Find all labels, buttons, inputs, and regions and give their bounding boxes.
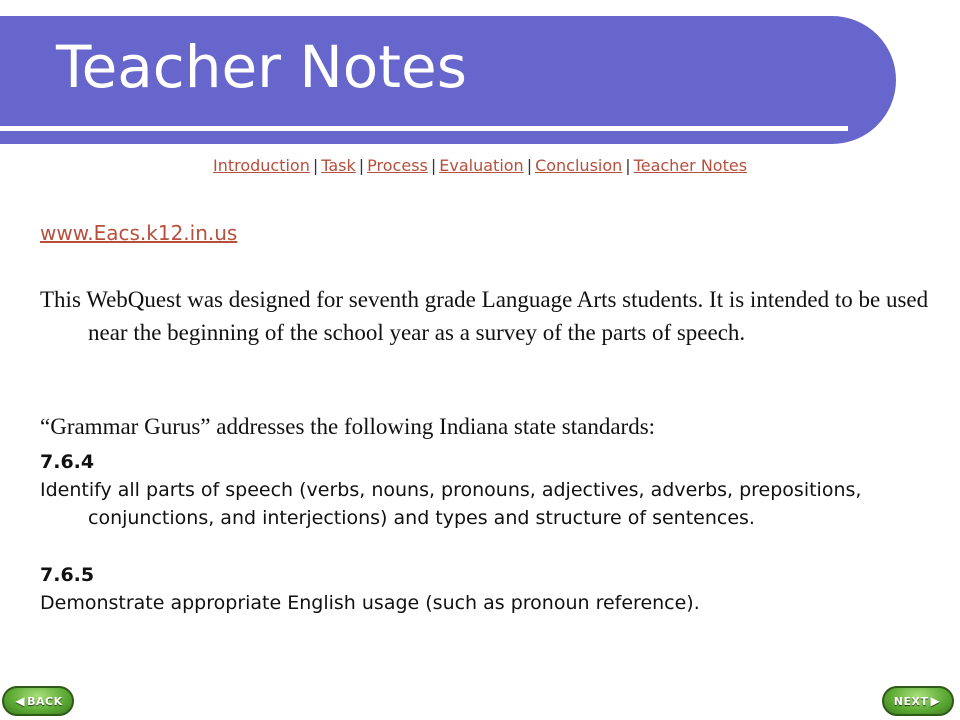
right-arrow-icon: ▶ — [930, 694, 941, 708]
nav-link-conclusion[interactable]: Conclusion — [535, 156, 623, 175]
header-rule — [0, 126, 848, 131]
standard-code: 7.6.4 — [40, 451, 95, 473]
nav-separator: | — [358, 156, 365, 175]
page-title: Teacher Notes — [56, 33, 467, 101]
back-button[interactable] — [2, 686, 74, 716]
website-link[interactable]: www.Eacs.k12.in.us — [40, 221, 238, 245]
nav-link-teacher-notes[interactable]: Teacher Notes — [633, 156, 748, 175]
standard-code: 7.6.5 — [40, 564, 95, 586]
next-button[interactable] — [882, 686, 954, 716]
nav-link-evaluation[interactable]: Evaluation — [439, 156, 524, 175]
next-button-label: NEXT — [893, 694, 929, 708]
nav-link-task[interactable]: Task — [321, 156, 356, 175]
standard-text: Identify all parts of speech (verbs, nouns, pronouns, adjectives, adverbs, prepositions, conjunctions, and interjections) and types and structure of sentences. — [40, 479, 862, 529]
nav-separator: | — [526, 156, 533, 175]
standards-lead: “Grammar Gurus” addresses the following Indiana state standards: — [40, 414, 656, 439]
nav-link-process[interactable]: Process — [367, 156, 428, 175]
nav-separator: | — [312, 156, 319, 175]
standard-text: Demonstrate appropriate English usage (such as pronoun reference). — [40, 592, 700, 614]
nav-separator: | — [430, 156, 437, 175]
back-button-label: BACK — [27, 694, 63, 708]
nav-bar — [0, 156, 960, 175]
nav-separator: | — [625, 156, 631, 175]
intro-paragraph: This WebQuest was designed for seventh grade Language Arts students. It is intended to be used near the beginning of the school year as a survey of the parts of speech. — [40, 287, 929, 345]
nav-link-introduction[interactable]: Introduction — [212, 156, 310, 175]
left-arrow-icon: ◀ — [15, 694, 26, 708]
